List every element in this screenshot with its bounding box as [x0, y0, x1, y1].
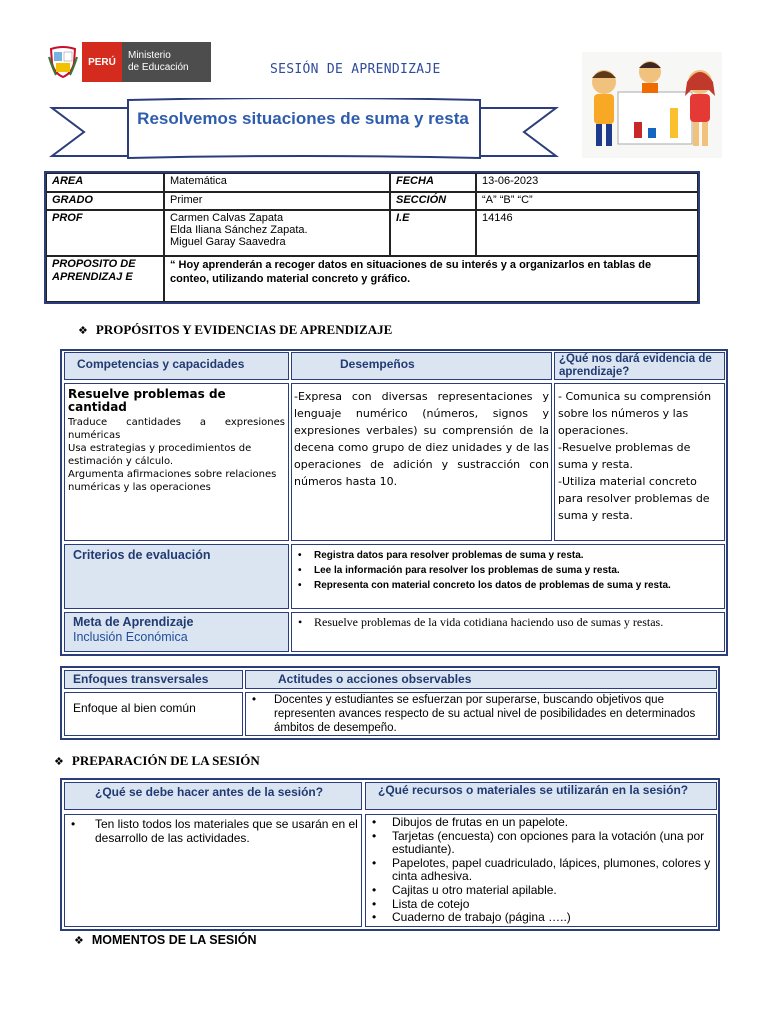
meta-sub: Inclusión Económica	[73, 630, 188, 644]
diamond-bullet-icon: ❖	[78, 324, 88, 337]
recurso-1: • Dibujos de frutas en un papelote.	[366, 816, 716, 830]
grado-label: GRADO	[46, 192, 164, 210]
recurso-6: • Cuaderno de trabajo (página …..)	[366, 911, 716, 925]
capacidad-3: Argumenta afirmaciones sobre relaciones numéricas y las operaciones	[68, 469, 277, 493]
section-propositos: ❖ PROPÓSITOS Y EVIDENCIAS DE APRENDIZAJE	[78, 322, 393, 337]
proposito-value: “ Hoy aprenderán a recoger datos en situaciones de su interés y a organizarlos en tablas de conteo, utilizando material concreto y gráfico.	[164, 256, 698, 302]
criterio-1: • Registra datos para resolver problemas de suma y resta.	[292, 548, 724, 563]
diamond-bullet-icon: ❖	[54, 755, 64, 768]
actitud-value: • Docentes y estudiantes se esfuerzan por superarse, buscando objetivos que representen avances respecto de su actual nivel de posibilidades en determinados ámbitos de desempeño.	[246, 693, 716, 735]
children-illustration	[582, 52, 722, 158]
ie-value: 14146	[476, 210, 698, 256]
prof-label: PROF	[46, 210, 164, 256]
enfoque-value: Enfoque al bien común	[64, 692, 243, 736]
header-antes: ¿Qué se debe hacer antes de la sesión?	[64, 782, 362, 810]
recurso-4: • Cajitas u otro material apilable.	[366, 884, 716, 898]
criterios-cell	[291, 544, 725, 609]
competencias-cell	[64, 383, 289, 541]
section-preparacion: ❖ PREPARACIÓN DE LA SESIÓN	[54, 753, 260, 768]
meta-label-cell	[64, 612, 289, 652]
recursos-cell	[365, 814, 717, 927]
session-title: SESIÓN DE APRENDIZAJE	[270, 62, 441, 77]
recurso-2: • Tarjetas (encuesta) con opciones para la votación (una por estudiante).	[366, 830, 716, 857]
header-actitudes: Actitudes o acciones observables	[245, 670, 717, 689]
evidencia-cell	[554, 383, 725, 541]
ie-label: I.E	[390, 210, 476, 256]
diamond-bullet-icon: ❖	[74, 934, 84, 947]
coat-of-arms-icon	[44, 42, 82, 82]
logo-ministry: Ministerio de Educación	[122, 42, 211, 82]
seccion-label: SECCIÓN	[390, 192, 476, 210]
criterio-2: • Lee la información para resolver los problemas de suma y resta.	[292, 563, 724, 578]
page-title: Resolvemos situaciones de suma y resta	[137, 109, 469, 128]
header-enfoques: Enfoques transversales	[64, 670, 243, 689]
header-recursos: ¿Qué recursos o materiales se utilizarán en la sesión?	[365, 782, 717, 810]
section-momentos: ❖ MOMENTOS DE LA SESIÓN	[74, 933, 257, 947]
minedu-logo	[44, 42, 211, 82]
fecha-value: 13-06-2023	[476, 173, 698, 192]
logo-country: PERÚ	[82, 42, 122, 82]
recurso-3: • Papelotes, papel cuadriculado, lápices, plumones, colores y cinta adhesiva.	[366, 857, 716, 884]
evidencia-1: - Comunica su comprensión sobre los números y las operaciones.	[558, 390, 712, 437]
antes-item: • Ten listo todos los materiales que se usarán en el desarrollo de las actividades.	[65, 817, 361, 845]
meta-cell	[291, 612, 725, 652]
info-table	[44, 171, 700, 304]
header-desempenos: Desempeños	[291, 352, 552, 380]
evidencia-2: -Resuelve problemas de suma y resta.	[558, 441, 691, 471]
criterio-3: • Representa con material concreto los datos de problemas de suma y resta.	[292, 578, 724, 593]
area-value: Matemática	[164, 173, 390, 192]
grado-value: Primer	[164, 192, 390, 210]
criterios-label: Criterios de evaluación	[64, 544, 289, 609]
evidencia-3: -Utiliza material concreto para resolver problemas de suma y resta.	[558, 475, 710, 522]
capacidad-2: Usa estrategias y procedimientos de estimación y cálculo.	[68, 443, 252, 467]
antes-cell	[64, 814, 362, 927]
recurso-5: • Lista de cotejo	[366, 898, 716, 912]
header-evidencia: ¿Qué nos dará evidencia de aprendizaje?	[554, 352, 725, 380]
area-label: AREA	[46, 173, 164, 192]
proposito-label: PROPOSITO DE APRENDIZAJ E	[46, 256, 164, 302]
meta-label: Meta de Aprendizaje	[73, 615, 194, 629]
meta-value: • Resuelve problemas de la vida cotidiana haciendo uso de sumas y restas.	[292, 615, 724, 629]
seccion-value: “A” “B” “C”	[476, 192, 698, 210]
header-competencias: Competencias y capacidades	[64, 352, 289, 380]
actitud-cell	[245, 692, 717, 736]
competencia-title: Resuelve problemas de cantidad	[68, 387, 226, 414]
desempeno-cell: -Expresa con diversas representaciones y lenguaje numérico (números, signos y expresiones verbales) su comprensión de la decena como grupo de diez unidades y de las operaciones de adición y sustracción con números hasta 10.	[291, 383, 552, 541]
prof-values: Carmen Calvas Zapata Elda Iliana Sánchez Zapata. Miguel Garay Saavedra	[164, 210, 390, 256]
capacidad-1: Traduce cantidades a expresiones numéricas	[68, 417, 285, 441]
fecha-label: FECHA	[390, 173, 476, 192]
